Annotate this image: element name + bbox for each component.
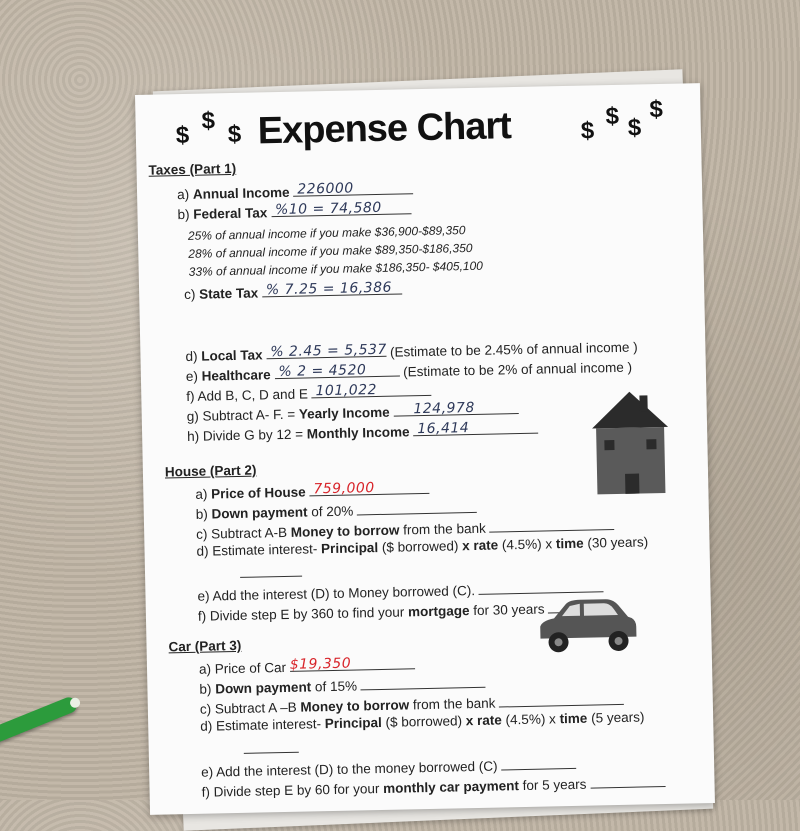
tax-bracket-note: 28% of annual income if you make $89,350-$186,350 (188, 240, 473, 261)
dollar-sign: $ (605, 102, 620, 131)
car-c-row: c) Subtract A –B Money to borrow from the bank (200, 690, 625, 717)
car-interest-field[interactable] (244, 752, 299, 754)
green-marker (0, 695, 79, 751)
page-title: Expense Chart (257, 105, 512, 153)
annual-income-field[interactable]: 226000 (293, 179, 413, 197)
house-icon (589, 389, 671, 496)
yearly-income-field[interactable]: 124,978 (393, 399, 518, 417)
total-tax-field[interactable]: 101,022 (311, 381, 431, 399)
dollar-sign: $ (175, 121, 190, 150)
dollar-sign: $ (227, 120, 242, 149)
state-tax-field[interactable]: % 7.25 = 16,386 (262, 279, 402, 297)
car-b-row: b) Down payment of 15% (199, 673, 486, 697)
tax-bracket-note: 33% of annual income if you make $186,350- $405,100 (188, 258, 484, 279)
car-payment-field[interactable] (590, 772, 665, 789)
taxes-f-row: f) Add B, C, D and E 101,022 (186, 381, 432, 404)
house-b-row: b) Down payment of 20% (196, 498, 478, 522)
price-of-house-field[interactable]: 759,000 (309, 479, 429, 497)
worksheet-page (135, 83, 715, 815)
car-heading: Car (Part 3) (168, 637, 242, 655)
local-tax-field[interactable]: % 2.45 = 5,537 (266, 342, 386, 360)
car-icon (536, 597, 639, 659)
car-a-row: a) Price of Car $19,350 (199, 654, 415, 677)
taxes-h-row: h) Divide G by 12 = Monthly Income 16,414 (187, 419, 539, 444)
house-interest-field[interactable] (240, 576, 302, 578)
taxes-b-row: b) Federal Tax %10 = 74,580 (177, 199, 411, 222)
taxes-a-row: a) Annual Income 226000 (177, 179, 414, 202)
healthcare-field[interactable]: % 2 = 4520 (274, 362, 399, 380)
car-f-row: f) Divide step E by 60 for your monthly car payment for 5 years (201, 772, 665, 800)
taxes-e-row: e) Healthcare % 2 = 4520 (Estimate to be 2% of annual income ) (185, 359, 633, 384)
house-d-row: d) Estimate interest- Principal ($ borrowed) x rate (4.5%) x time (30 years) (196, 534, 649, 559)
house-e-row: e) Add the interest (D) to Money borrowed (C). (197, 577, 604, 604)
price-of-car-field[interactable]: $19,350 (290, 654, 415, 672)
house-c-row: c) Subtract A-B Money to borrow from the bank (196, 515, 615, 542)
car-e-row: e) Add the interest (D) to the money borrowed (C) (201, 754, 576, 780)
house-money-to-borrow-field[interactable] (489, 515, 614, 533)
house-heading: House (Part 2) (164, 462, 257, 480)
house-down-payment-field[interactable] (357, 498, 477, 516)
taxes-c-row: c) State Tax % 7.25 = 16,386 (184, 279, 402, 302)
house-a-row: a) Price of House 759,000 (195, 479, 429, 502)
dollar-sign: $ (201, 107, 216, 135)
title-row (175, 93, 696, 154)
taxes-g-row: g) Subtract A- F. = Yearly Income 124,978 (187, 399, 519, 424)
car-total-field[interactable] (501, 754, 576, 771)
house-f-row: f) Divide step E by 360 to find your mortgage for 30 years (198, 597, 604, 623)
car-d-row: d) Estimate interest- Principal ($ borrowed) x rate (4.5%) x time (5 years) (200, 709, 645, 734)
dollar-sign: $ (649, 95, 664, 124)
tax-bracket-note: 25% of annual income if you make $36,900-$89,350 (187, 223, 466, 243)
monthly-income-field[interactable]: 16,414 (413, 419, 538, 437)
dollar-sign: $ (627, 114, 642, 142)
dollar-sign: $ (580, 117, 595, 145)
taxes-d-row: d) Local Tax % 2.45 = 5,537 (Estimate to be 2.45% of annual income ) (185, 339, 638, 364)
taxes-heading: Taxes (Part 1) (148, 160, 237, 178)
car-money-to-borrow-field[interactable] (499, 690, 624, 708)
car-down-payment-field[interactable] (361, 673, 486, 691)
house-total-field[interactable] (479, 577, 604, 595)
federal-tax-field[interactable]: %10 = 74,580 (271, 199, 411, 217)
